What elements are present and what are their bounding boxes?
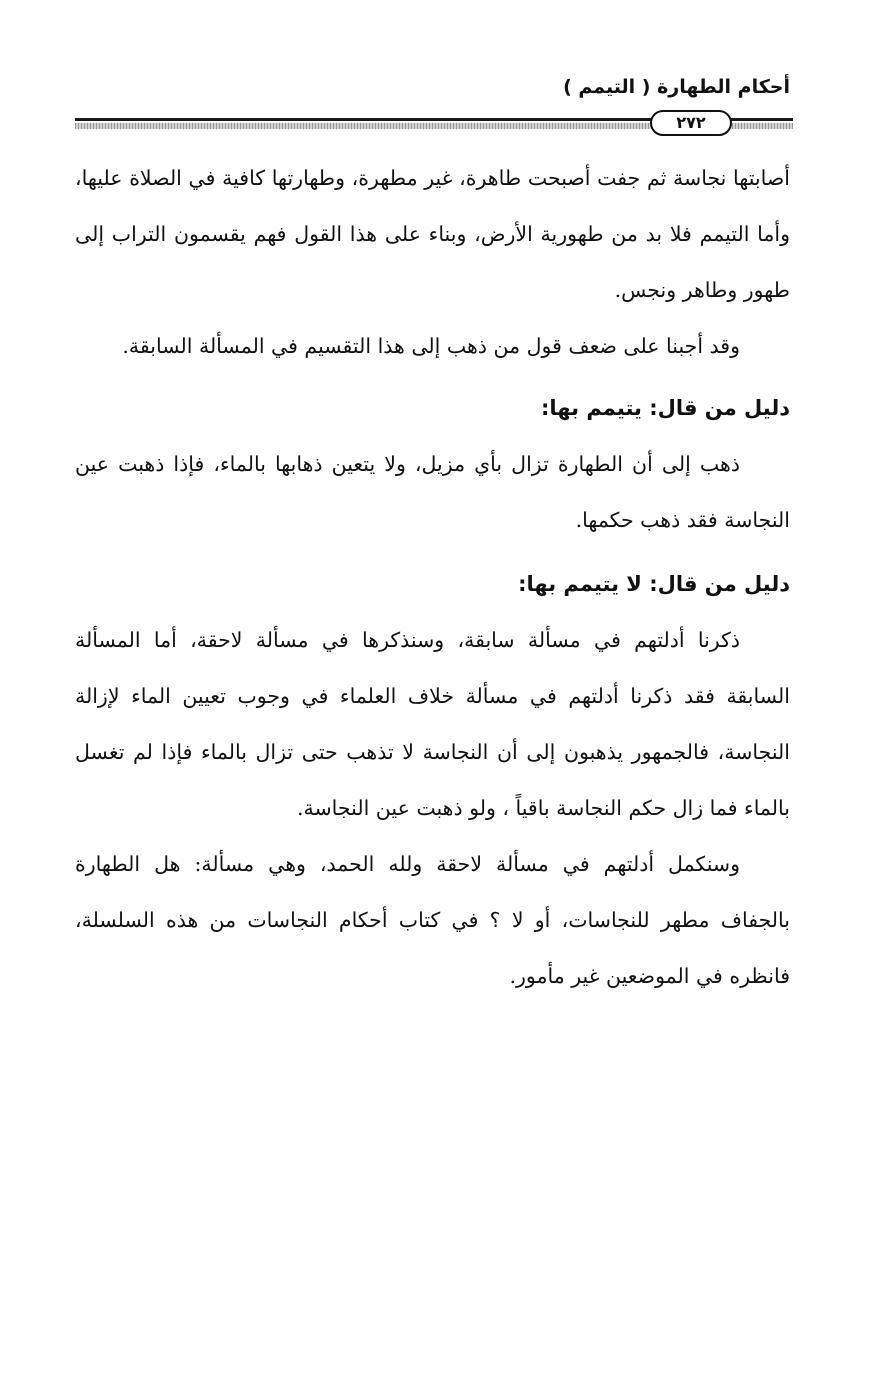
section-heading: دليل من قال: يتيمم بها: — [541, 396, 790, 420]
section-heading: دليل من قال: لا يتيمم بها: — [518, 572, 790, 596]
body-paragraph: ذكرنا أدلتهم في مسألة سابقة، وسنذكرها في مسألة لاحقة، أما المسألة السابقة فقد ذكرنا أدلتهم في مسألة خلاف العلماء في وجوب تعيين الماء لإزالة النجاسة، فالجمهور يذهبون إلى أن النجاسة لا تذهب حتى تزال بالماء فإذا لم تغسل بالماء فما زال حكم النجاسة باقياً ، ولو ذهبت عين النجاسة. — [75, 628, 790, 820]
body-paragraph: وقد أجبنا على ضعف قول من ذهب إلى هذا التقسيم في المسألة السابقة. — [122, 334, 740, 358]
page-number: ٢٧٢ — [650, 110, 732, 136]
page-body — [75, 150, 790, 1004]
running-title: أحكام الطهارة ( التيمم ) — [563, 76, 790, 98]
header-rule — [75, 110, 793, 134]
body-paragraph: أصابتها نجاسة ثم جفت أصبحت طاهرة، غير مطهرة، وطهارتها كافية في الصلاة عليها، وأما التيمم فلا بد من طهورية الأرض، وبناء على هذا القول فهم يقسمون التراب إلى طهور وطاهر ونجس. — [75, 166, 790, 302]
body-paragraph: ذهب إلى أن الطهارة تزال بأي مزيل، ولا يتعين ذهابها بالماء، فإذا ذهبت عين النجاسة فقد ذهب حكمها. — [75, 452, 790, 532]
body-paragraph: وسنكمل أدلتهم في مسألة لاحقة ولله الحمد، وهي مسألة: هل الطهارة بالجفاف مطهر للنجاسات، أو لا ؟ في كتاب أحكام النجاسات من هذه السلسلة، فانظره في الموضعين غير مأمور. — [75, 852, 790, 988]
